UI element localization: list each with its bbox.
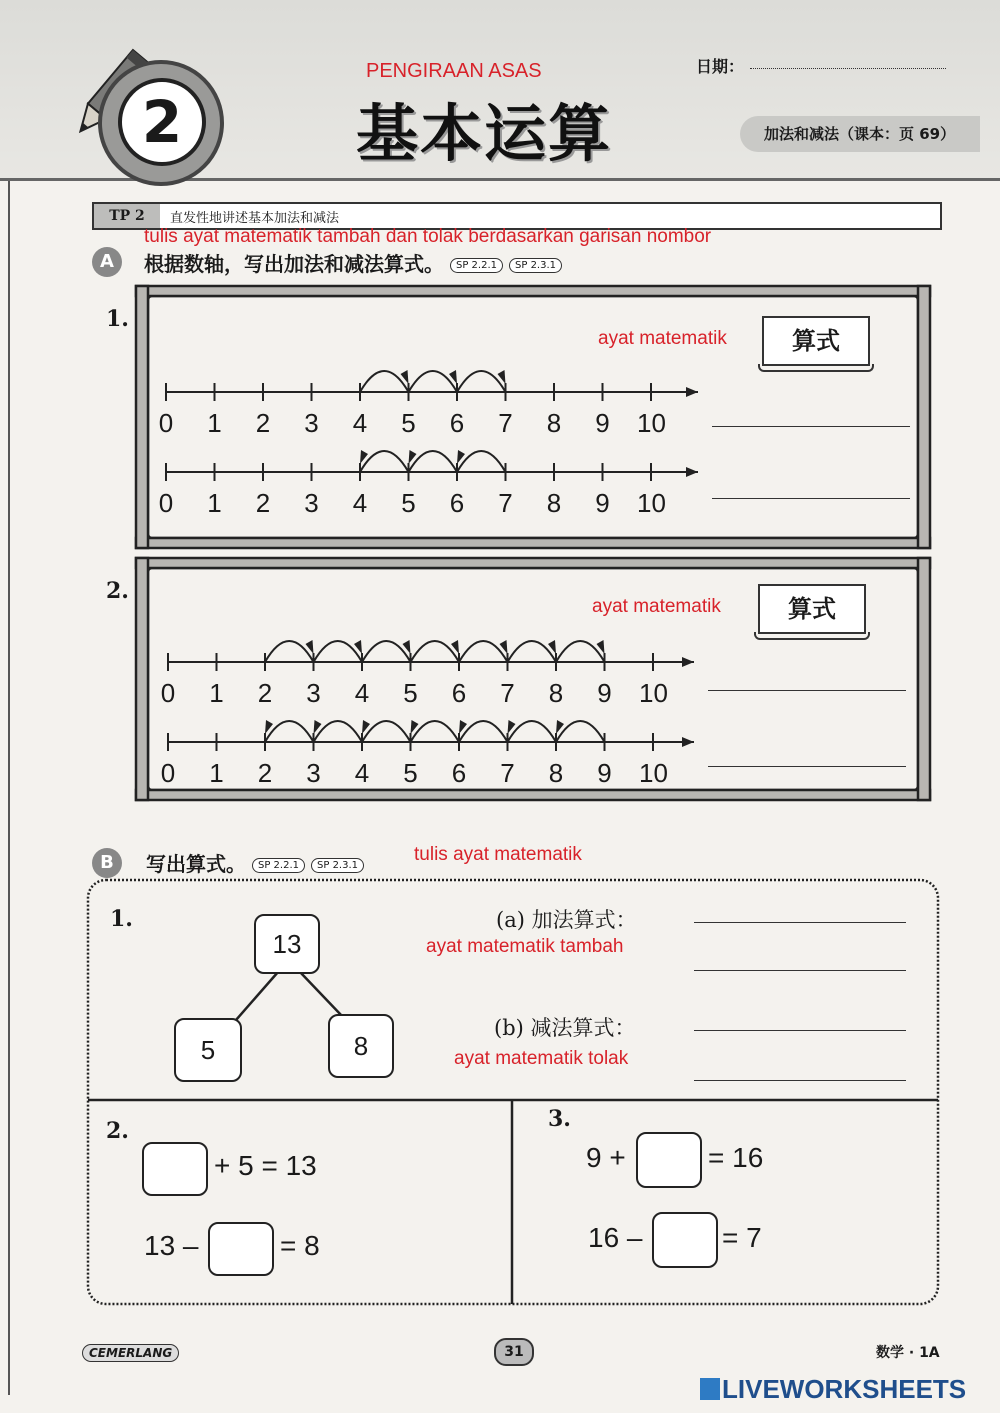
q1-line-1-tick-label: 3 — [304, 408, 319, 438]
subtraction-label: (b) 减法算式： — [494, 1016, 636, 1040]
q2-line-1-tick-label: 3 — [306, 678, 321, 708]
q1-line-1-tick-label: 0 — [158, 408, 174, 438]
section-b-instruction: 写出算式。 SP 2.2.1 SP 2.3.1 — [146, 848, 364, 877]
brand-watermark: LIVEWORKSHEETS — [722, 1374, 967, 1404]
q2-line-2-tick-label: 0 — [160, 758, 176, 788]
q1-line-1-tick-label: 2 — [255, 408, 271, 438]
q3-blank-1[interactable] — [636, 1132, 702, 1188]
q2-number: 2. — [106, 578, 129, 604]
q1-line-1-tick-label: 6 — [449, 408, 465, 438]
q2-line-1-tick-label: 8 — [548, 678, 564, 708]
q1-line-1-tick-label: 10 — [637, 408, 666, 438]
q2-line-1-tick-label: 2 — [257, 678, 273, 708]
q2-line-2-tick-label: 8 — [548, 758, 564, 788]
q1-line-2-tick-label: 3 — [304, 488, 319, 518]
q2-blank-2[interactable] — [208, 1222, 274, 1276]
bond-part-right: 8 — [328, 1014, 394, 1078]
q1-line-1-tick-label: 4 — [352, 408, 368, 438]
section-a-instruction: 根据数轴，写出加法和减法算式。 SP 2.2.1 SP 2.3.1 — [144, 248, 562, 277]
q2-line-2-tick-label: 10 — [639, 758, 668, 788]
q3-blank-2[interactable] — [652, 1212, 718, 1268]
addition-answer-line-1[interactable] — [694, 922, 906, 923]
q1-line-1-tick-label: 5 — [401, 408, 416, 438]
q3-eq2-post: = 7 — [722, 1222, 762, 1253]
q2-eq1-rest: + 5 = 13 — [214, 1150, 317, 1181]
q1-line-2-tick-label: 6 — [449, 488, 465, 518]
date-label: 日期： — [696, 57, 745, 76]
subtraction-note: ayat matematik tolak — [454, 1048, 629, 1069]
b-q2-number: 2. — [106, 1118, 129, 1144]
q2-line-1-tick-label: 6 — [451, 678, 467, 708]
q2-line-2-tick-label: 9 — [597, 758, 612, 788]
q2-ayat-label: ayat matematik — [592, 596, 721, 617]
q2-line-1-tick-label: 1 — [209, 678, 224, 708]
q1-line-1-tick-label: 9 — [595, 408, 610, 438]
q1-line-2-tick-label: 2 — [255, 488, 271, 518]
page-title: 基本运算 — [356, 97, 613, 170]
q3-eq1-post: = 16 — [708, 1142, 764, 1173]
q3-eq1-pre: 9 + — [586, 1142, 626, 1173]
q2-line-1-tick-label: 9 — [597, 678, 612, 708]
liveworksheets-logo-icon — [700, 1378, 720, 1400]
q1-line-2-tick-label: 7 — [498, 488, 513, 518]
q1-number: 1. — [106, 306, 129, 332]
tp-text: 直发性地讲述基本加法和减法 — [170, 211, 340, 226]
q2-line-1-tick-label: 5 — [403, 678, 418, 708]
q2-line-2-tick-label: 1 — [209, 758, 224, 788]
b-q1-number: 1. — [110, 906, 133, 932]
q2-line-2-tick-label: 6 — [451, 758, 467, 788]
q1-line-2-tick-label: 10 — [637, 488, 666, 518]
q2-line-1-tick-label: 0 — [160, 678, 176, 708]
q1-line-1-tick-label: 8 — [546, 408, 562, 438]
section-a-badge: A — [92, 247, 122, 277]
section-b-note: tulis ayat matematik — [414, 844, 582, 865]
q2-line-2-tick-label: 4 — [354, 758, 370, 788]
addition-answer-line-2[interactable] — [694, 970, 906, 971]
q2-line-1-tick-label: 10 — [639, 678, 668, 708]
q2-line-1-tick-label: 7 — [500, 678, 515, 708]
section-a-note: tulis ayat matematik tambah dan tolak berdasarkan garisan nombor — [144, 226, 712, 247]
tp-label: TP 2 — [94, 204, 160, 228]
q2-line-2-tick-label: 2 — [257, 758, 273, 788]
q1-line-2-tick-label: 5 — [401, 488, 416, 518]
q1-line-2-tick-label: 9 — [595, 488, 610, 518]
q1-suanshi-book: 算式 — [762, 316, 870, 366]
q1-line-2-tick-label: 0 — [158, 488, 174, 518]
q1-ayat-label: ayat matematik — [598, 328, 727, 349]
addition-label: (a) 加法算式： — [496, 908, 637, 932]
q2-line-2-tick-label: 5 — [403, 758, 418, 788]
subtraction-answer-line-2[interactable] — [694, 1080, 906, 1081]
q3-eq2-pre: 16 – — [588, 1222, 643, 1253]
title-ms: PENGIRAAN ASAS — [366, 60, 542, 82]
page-number: 31 — [494, 1338, 534, 1366]
publisher-logo: CEMERLANG — [82, 1344, 179, 1362]
q2-suanshi-book: 算式 — [758, 584, 866, 634]
section-b-badge: B — [92, 848, 122, 878]
q1-line-1-tick-label: 7 — [498, 408, 513, 438]
q1-line-2-tick-label: 4 — [352, 488, 368, 518]
addition-note: ayat matematik tambah — [426, 936, 624, 957]
q2-line-2-tick-label: 7 — [500, 758, 515, 788]
subtraction-answer-line-1[interactable] — [694, 1030, 906, 1031]
q2-eq2-pre: 13 – — [144, 1230, 199, 1261]
q1-line-2-tick-label: 1 — [207, 488, 222, 518]
topic-tab: 加法和减法（课本：页 69） — [740, 116, 980, 152]
q1-line-2-tick-label: 8 — [546, 488, 562, 518]
bond-whole: 13 — [254, 914, 320, 974]
q1-line-1-tick-label: 1 — [207, 408, 222, 438]
q2-eq2-post: = 8 — [280, 1230, 320, 1261]
q2-line-1-tick-label: 4 — [354, 678, 370, 708]
book-label: 数学 · 1A — [876, 1345, 940, 1361]
q2-blank-1[interactable] — [142, 1142, 208, 1196]
bond-part-left: 5 — [174, 1018, 242, 1082]
chapter-number: 2 — [118, 78, 206, 166]
b-q3-number: 3. — [548, 1106, 571, 1132]
q2-line-2-tick-label: 3 — [306, 758, 321, 788]
